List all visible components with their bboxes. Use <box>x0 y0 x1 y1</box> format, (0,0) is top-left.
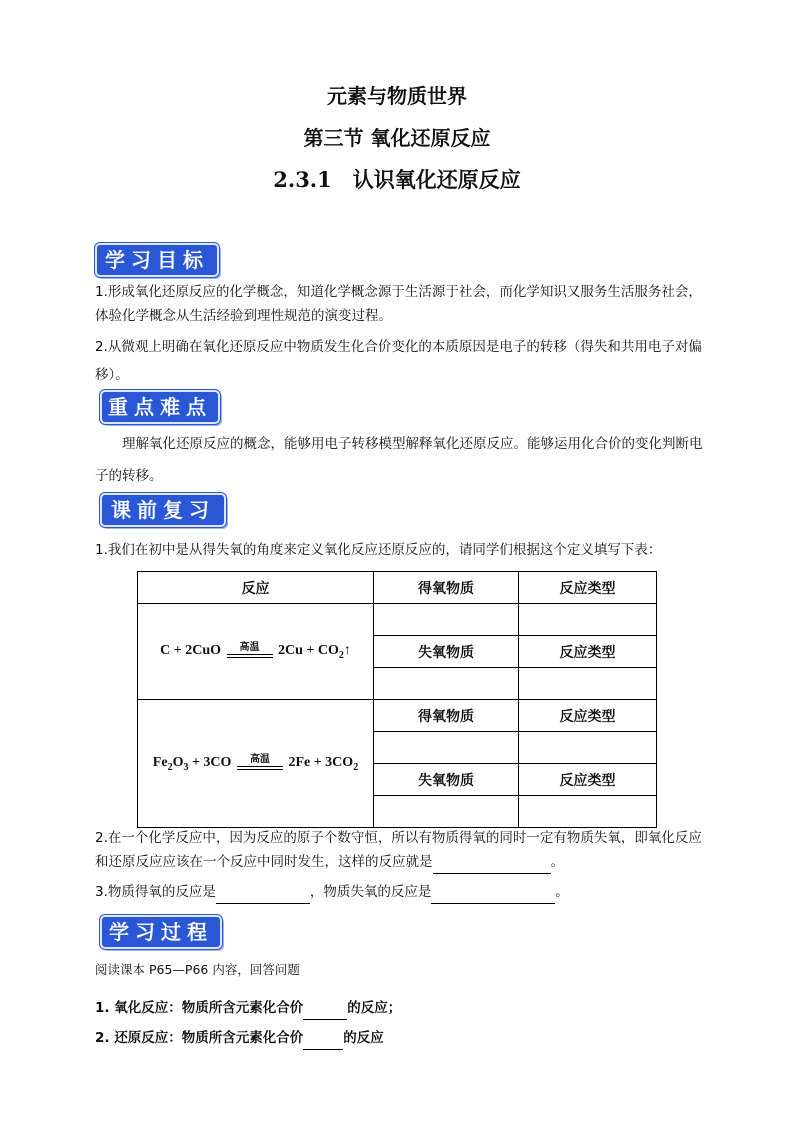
answer-cell[interactable] <box>374 796 519 828</box>
answer-cell[interactable] <box>374 732 519 764</box>
preview-q2: 2.在一个化学反应中，因为反应的原子个数守恒，所以有物质得氧的同时一定有物质失氧，即氧化反应和还原反应应该在一个反应中同时发生，这样的反应就是 。 <box>95 826 705 874</box>
condition-high-temp: 高温 <box>237 755 283 770</box>
section-title: 第三节 氧化还原反应 <box>303 126 491 150</box>
condition-high-temp: 高温 <box>227 643 273 658</box>
answer-cell[interactable] <box>519 604 657 636</box>
lose-label: 失氧物质 <box>374 764 519 796</box>
answer-cell[interactable] <box>374 668 519 700</box>
process-intro: 阅读课本 P65—P66 内容，回答问题 <box>95 962 300 977</box>
objective-2: 2.从微观上明确在氧化还原反应中物质发生化合价变化的本质原因是电子的转移（得失和共用电子对偏移）。 <box>95 339 702 383</box>
doc-title: 元素与物质世界 <box>327 84 467 108</box>
preview-q1: 1.我们在初中是从得失氧的角度来定义氧化反应还原反应的，请同学们根据这个定义填写下表： <box>95 542 662 558</box>
reaction-2-cell <box>138 700 374 828</box>
answer-cell[interactable] <box>519 668 657 700</box>
answer-cell[interactable] <box>374 604 519 636</box>
type-label: 反应类型 <box>519 636 657 668</box>
answer-blank[interactable] <box>216 887 310 904</box>
process-badge: 学习过程 <box>100 915 222 949</box>
answer-cell[interactable] <box>519 796 657 828</box>
answer-blank[interactable] <box>433 857 551 874</box>
answer-blank[interactable] <box>303 1033 343 1050</box>
process-item-2: 2. 还原反应：物质所含元素化合价 的反应 <box>95 1026 384 1050</box>
preview-badge: 课前复习 <box>100 493 226 527</box>
gain-label: 得氧物质 <box>374 700 519 732</box>
reaction-1-cell <box>138 604 374 700</box>
type-label: 反应类型 <box>519 700 657 732</box>
key-points-text: 理解氧化还原反应的概念，能够用电子转移模型解释氧化还原反应。能够运用化合价的变化判断电子的转移。 <box>95 436 703 484</box>
th-type: 反应类型 <box>519 572 657 604</box>
equation-2: $Fe_2O_3 + 3CO$ 高温 $2Fe + 3CO_2$ <box>152 753 359 773</box>
equation-1: C + 2CuO 高温 $2Cu + CO_2↑$ <box>160 641 351 661</box>
subsection-title: 2.3.1 认识氧化还原反应 <box>273 167 521 192</box>
preview-q3: 3.物质得氧的反应是 ，物质失氧的反应是 。 <box>95 880 705 904</box>
process-item-1: 1. 氧化反应：物质所含元素化合价 的反应； <box>95 996 401 1020</box>
type-label: 反应类型 <box>519 764 657 796</box>
lose-label: 失氧物质 <box>374 636 519 668</box>
answer-cell[interactable] <box>519 732 657 764</box>
th-gain: 得氧物质 <box>374 572 519 604</box>
key-points-badge: 重点难点 <box>100 390 220 424</box>
objectives-badge: 学习目标 <box>95 243 219 277</box>
answer-blank[interactable] <box>303 1003 347 1020</box>
reaction-table <box>137 571 657 828</box>
answer-blank[interactable] <box>431 887 555 904</box>
th-reaction: 反应 <box>138 572 374 604</box>
objective-1: 1.形成氧化还原反应的化学概念，知道化学概念源于生活源于社会，而化学知识又服务生活服务社会，体验化学概念从生活经验到理性规范的演变过程。 <box>95 284 702 324</box>
